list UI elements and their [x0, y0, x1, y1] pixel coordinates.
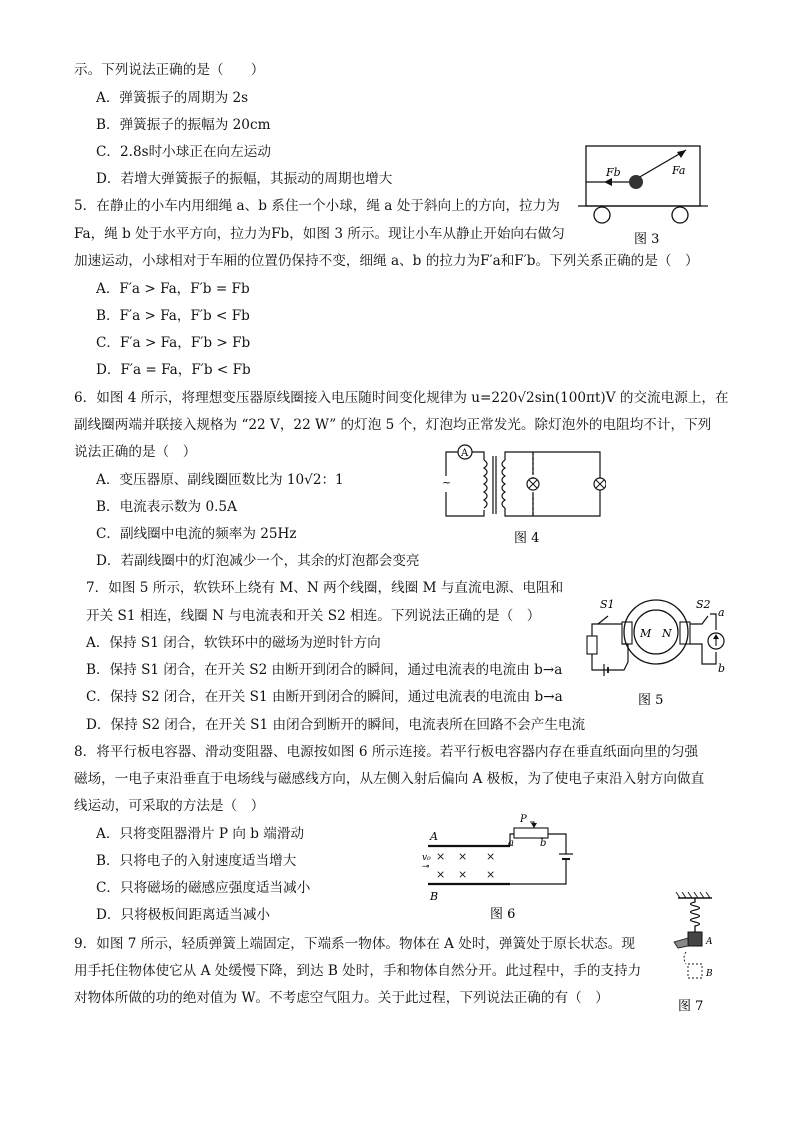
figure-3-cart [578, 140, 710, 250]
q4-stem-tail: 示。下列说法正确的是（ ） [74, 62, 265, 78]
figure-7-caption: 图 7 [678, 999, 704, 1014]
label-b: b [540, 838, 547, 849]
q7-stem-line2: 开关 S1 相连，线圈 N 与电流表和开关 S2 相连。下列说法正确的是（ ） [86, 608, 541, 624]
block-position-b [688, 964, 702, 978]
label-plate-b: B [430, 890, 439, 903]
figure-7-spring [668, 892, 724, 1018]
q4-option-b: B．弹簧振子的振幅为 20cm [96, 117, 271, 133]
figure-4-transformer [438, 442, 606, 548]
q5-option-b: B．F′a > Fa，F′b < Fb [96, 308, 250, 324]
q7-option-b: B．保持 S1 闭合，在开关 S2 由断开到闭合的瞬间，通过电流表的电流由 b→a [86, 662, 563, 678]
figure-5-iron-ring [578, 592, 728, 712]
q5-stem-line2: Fa，绳 b 处于水平方向，拉力为Fb，如图 3 所示。现让小车从静止开始向右做匀 [74, 226, 565, 242]
label-s2: S2 [696, 598, 711, 611]
arrow-fb [604, 178, 612, 186]
q9-stem-line2: 用手托住物体使它从 A 处缓慢下降，到达 B 处时，手和物体自然分开。此过程中，手的支持力 [74, 963, 642, 979]
arrow-fa [677, 150, 686, 158]
wheel-left [594, 207, 610, 223]
label-b: B [706, 969, 713, 979]
q8-option-d: D．只将极板间距离适当减小 [96, 907, 271, 923]
svg-text:×: × [486, 850, 496, 863]
svg-text:×: × [458, 850, 468, 863]
q6-option-b: B．电流表示数为 0.5A [96, 499, 237, 515]
q7-option-d: D．保持 S2 闭合，在开关 S1 由闭合到断开的瞬间，电流表所在回路不会产生电流 [86, 717, 586, 733]
ammeter-label: A [461, 448, 469, 459]
label-a: A [706, 937, 713, 947]
ac-source-symbol: ~ [442, 476, 452, 489]
q6-option-a: A．变压器原、副线圈匝数比为 10√2：1 [96, 472, 344, 488]
q6-option-c: C．副线圈中电流的频率为 25Hz [96, 526, 297, 542]
secondary-coil [502, 460, 505, 508]
q8-option-b: B．只将电子的入射速度适当增大 [96, 853, 297, 869]
label-a: a [508, 838, 514, 849]
label-n: N [662, 627, 672, 640]
label-fa: Fa [672, 164, 686, 177]
label-s1: S1 [600, 598, 615, 611]
q5-option-a: A．F′a > Fa，F′b = Fb [96, 281, 250, 297]
q6-stem-line1: 6．如图 4 所示，将理想变压器原线圈接入电压随时间变化规律为 u=220√2sin(100πt)V 的交流电源上，在 [74, 390, 729, 406]
svg-text:×: × [436, 850, 446, 863]
q9-stem-line1: 9．如图 7 所示，轻质弹簧上端固定，下端系一物体。物体在 A 处时，弹簧处于原长状态。现 [74, 936, 635, 952]
spring [691, 898, 700, 932]
hand [674, 938, 688, 948]
label-a: a [718, 606, 725, 619]
svg-text:×: × [486, 868, 496, 881]
switch-s2 [690, 616, 708, 624]
electron-beam-arrow: ⊸ [422, 862, 430, 872]
q5-stem-line1: 5．在静止的小车内用细绳 a、b 系住一个小球，绳 a 处于斜向上的方向，拉力为 [74, 198, 560, 214]
q7-stem-line1: 7．如图 5 所示，软铁环上绕有 M、N 两个线圈，线圈 M 与直流电源、电阻和 [86, 580, 564, 596]
q8-option-c: C．只将磁场的磁感应强度适当减小 [96, 880, 311, 896]
ceiling-hatch [676, 892, 710, 898]
q8-option-a: A．只将变阻器滑片 P 向 b 端滑动 [96, 826, 305, 842]
resistor [587, 636, 597, 654]
figure-6-capacitor [418, 812, 578, 924]
label-b: b [718, 662, 726, 675]
label-p: P [520, 814, 527, 825]
label-v0: v₀ [422, 853, 431, 863]
figure-4-caption: 图 4 [514, 531, 540, 546]
q6-stem-line2: 副线圈两端并联接入规格为 “22 V，22 W” 的灯泡 5 个，灯泡均正常发光。除灯泡外的电阻均不计，下列 [74, 417, 712, 433]
q8-stem-line1: 8．将平行板电容器、滑动变阻器、电源按如图 6 所示连接。若平行板电容器内存在垂直纸面向里的匀强 [74, 744, 699, 760]
q7-option-c: C．保持 S2 闭合，在开关 S1 由断开到闭合的瞬间，通过电流表的电流由 b→a [86, 689, 563, 705]
q6-stem-line3: 说法正确的是（ ） [74, 444, 197, 460]
magnetic-field-crosses [436, 850, 495, 881]
q7-option-a: A．保持 S1 闭合，软铁环中的磁场为逆时针方向 [86, 635, 381, 651]
q4-option-c: C．2.8s时小球正在向左运动 [96, 144, 271, 160]
figure-5-caption: 图 5 [638, 693, 664, 708]
q5-option-c: C．F′a > Fa，F′b > Fb [96, 335, 251, 351]
switch-s1 [598, 616, 608, 624]
q4-option-d: D．若增大弹簧振子的振幅，其振动的周期也增大 [96, 171, 393, 187]
label-m: M [640, 627, 652, 640]
primary-coil [484, 460, 487, 508]
label-fb: Fb [606, 166, 621, 179]
q4-option-a: A．弹簧振子的周期为 2s [96, 90, 249, 106]
label-plate-a: A [430, 830, 438, 843]
q8-stem-line2: 磁场，一电子束沿垂直于电场线与磁感线方向，从左侧入射后偏向 A 极板，为了使电子束沿入射方向做直 [74, 771, 705, 787]
figure-3-caption: 图 3 [634, 232, 660, 247]
ball [629, 175, 643, 189]
svg-text:×: × [458, 868, 468, 881]
q9-stem-line3: 对物体所做的功的绝对值为 W。不考虑空气阻力。关于此过程，下列说法正确的有（ ） [74, 990, 609, 1006]
q6-option-d: D．若副线圈中的灯泡减少一个，其余的灯泡都会变亮 [96, 553, 420, 569]
svg-text:×: × [436, 868, 446, 881]
q5-stem-line3: 加速运动，小球相对于车厢的位置仍保持不变，细绳 a、b 的拉力为F′a和F′b。下列关系正确的是（ ） [74, 253, 699, 269]
block [688, 932, 702, 946]
q8-stem-line3: 线运动，可采取的方法是（ ） [74, 798, 265, 814]
q5-option-d: D．F′a = Fa，F′b < Fb [96, 362, 251, 378]
rheostat [514, 828, 548, 838]
figure-6-caption: 图 6 [490, 907, 516, 922]
wheel-right [672, 207, 688, 223]
